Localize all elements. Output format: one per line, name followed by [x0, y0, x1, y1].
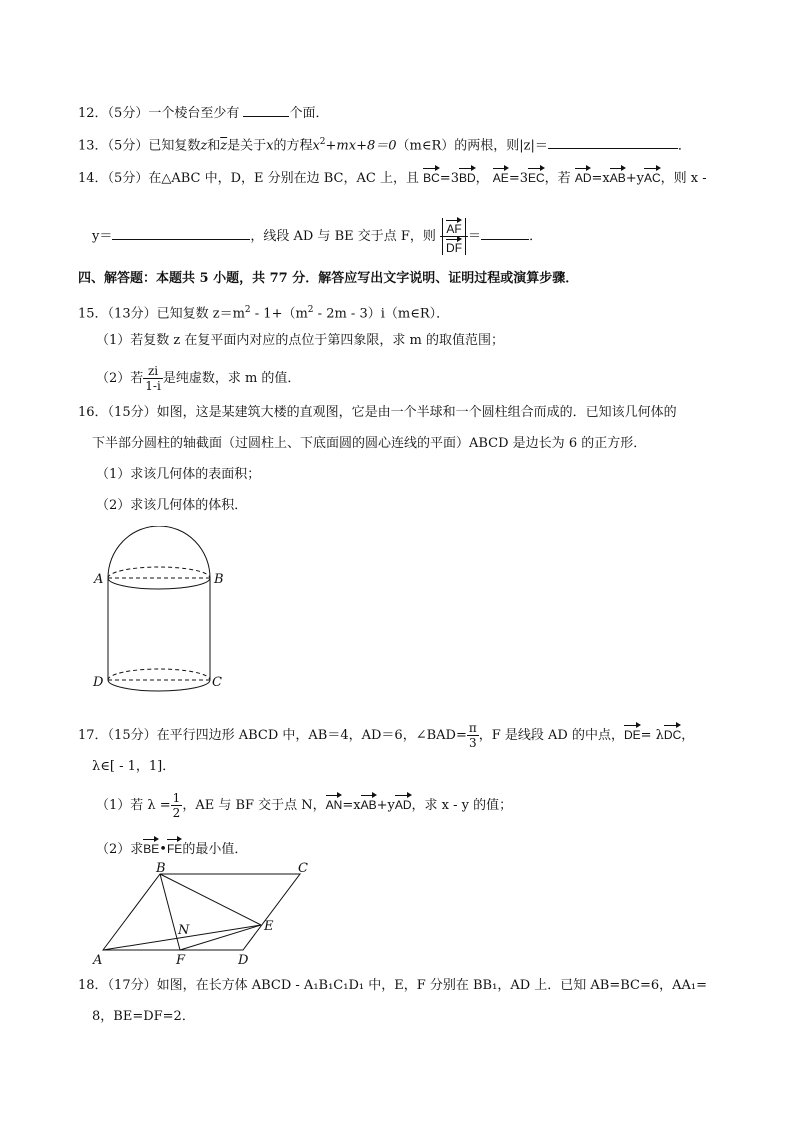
label-n: N: [178, 923, 190, 938]
parallelogram-abcd: [103, 874, 300, 950]
question-18-line2: 8，BE=DF=2．: [92, 1009, 195, 1024]
label-a: A: [94, 572, 104, 587]
question-14-line2: y＝ ，线段 AD 与 BE 交于点 F，则 $\frac{AF}{DF}$ ＝ ．: [92, 218, 542, 255]
question-12: 12．（5分）一个棱台至少有 个面．: [78, 103, 329, 122]
question-13: 13．（5分）已知复数z和$\overline{z}$是关于x的方程$x^2+mx+8=0(m\in R)$的两根，则|z|＝ ．: [78, 137, 691, 154]
question-15-part2: （2）若 $\frac{zi}{1-i}$ 是纯虚数，求 m 的值．: [96, 364, 301, 393]
answer-blank[interactable]: [481, 226, 529, 240]
vector-ec: EC: [528, 166, 545, 186]
vector-ab: AB: [361, 793, 377, 813]
question-16-part2: （2）求该几何体的体积．: [96, 498, 248, 513]
vector-ab: AB: [610, 166, 626, 186]
vector-fe: FE: [167, 837, 182, 857]
label-d: D: [238, 953, 249, 968]
question-17: 17．（15分）在平行四边形 ABCD 中，AB＝4，AD＝6，∠BAD= $\frac{\pi}{3}$ ，F 是线段 AD 的中点，DE= λDC，: [78, 721, 695, 750]
question-16: 16．（15分）如图，这是某建筑大楼的直观图，它是由一个半球和一个圆柱组合而成的．已知该几何体的: [78, 405, 677, 420]
fraction-pi-over-3: $\frac{\pi}{3}$: [468, 721, 477, 750]
question-17-part2: （2）求BE•FE的最小值．: [96, 837, 247, 858]
fraction-half: $\frac{1}{2}$: [172, 791, 181, 820]
section-heading: 四、解答题：本题共 5 小题，共 77 分．解答应写出文字说明、证明过程或演算步骤．: [78, 271, 579, 286]
top-ellipse-back: [108, 567, 210, 578]
label-c: C: [212, 675, 222, 690]
vector-ae: AE: [493, 166, 509, 186]
answer-blank[interactable]: [112, 226, 250, 240]
label-b: B: [214, 572, 224, 587]
question-17-line2: λ∈[ - 1，1]．: [92, 759, 176, 774]
question-14: 14．（5分）在△ABC 中，D，E 分别在边 BC，AC 上，且 BC=3BD， AE=3EC，若 AD=xAB+yAC，则 x -: [78, 166, 707, 187]
vector-an: AN: [326, 793, 343, 813]
vector-ac: AC: [644, 166, 661, 186]
label-f: F: [176, 953, 186, 968]
ratio-fraction: $\frac{AF}{DF}$: [440, 218, 468, 255]
answer-blank[interactable]: [548, 135, 678, 149]
fraction: $\frac{zi}{1-i}$: [145, 364, 161, 393]
question-17-part1: （1）若 λ = $\frac{1}{2}$ ，AE 与 BF 交于点 N，AN=xAB+yAD，求 x - y 的值；: [96, 791, 513, 820]
vector-ad: AD: [575, 166, 592, 186]
label-b: B: [156, 862, 166, 876]
answer-blank[interactable]: [243, 103, 289, 117]
question-15-part1: （1）若复数 z 在复平面内对应的点位于第四象限，求 m 的取值范围；: [96, 333, 504, 348]
top-ellipse-front: [108, 578, 210, 589]
vector-de: DE: [624, 723, 641, 743]
label-e: E: [264, 919, 274, 934]
question-16-part1: （1）求该几何体的表面积；: [96, 467, 261, 482]
label-d: D: [93, 675, 104, 690]
segment-be: [160, 874, 261, 925]
question-16-line2: 下半部分圆柱的轴截面（过圆柱上、下底面圆的圆心连线的平面）ABCD 是边长为 6 的正方形．: [92, 436, 647, 451]
vector-dc: DC: [664, 723, 681, 743]
label-c: C: [298, 862, 308, 876]
vector-bd: BD: [459, 166, 476, 186]
cylinder-hemisphere-figure: [88, 526, 238, 696]
vector-bc: BC: [423, 166, 440, 186]
parallelogram-figure: [90, 862, 330, 970]
question-18: 18．（17分）如图，在长方体 ABCD - A₁B₁C₁D₁ 中，E，F 分别在 BB₁，AD 上．已知 AB=BC=6，AA₁=: [78, 978, 708, 993]
vector-be: BE: [143, 837, 159, 857]
vector-ad: AD: [395, 793, 412, 813]
bottom-ellipse-front: [108, 680, 210, 691]
question-15: 15．（13分）已知复数 $z=m^2 - 1+(m^2 - 2m$ - 3）i（m∈R）．: [78, 305, 450, 322]
segment-fe: [180, 925, 261, 950]
bottom-ellipse-back: [108, 669, 210, 680]
label-a: A: [93, 953, 103, 968]
